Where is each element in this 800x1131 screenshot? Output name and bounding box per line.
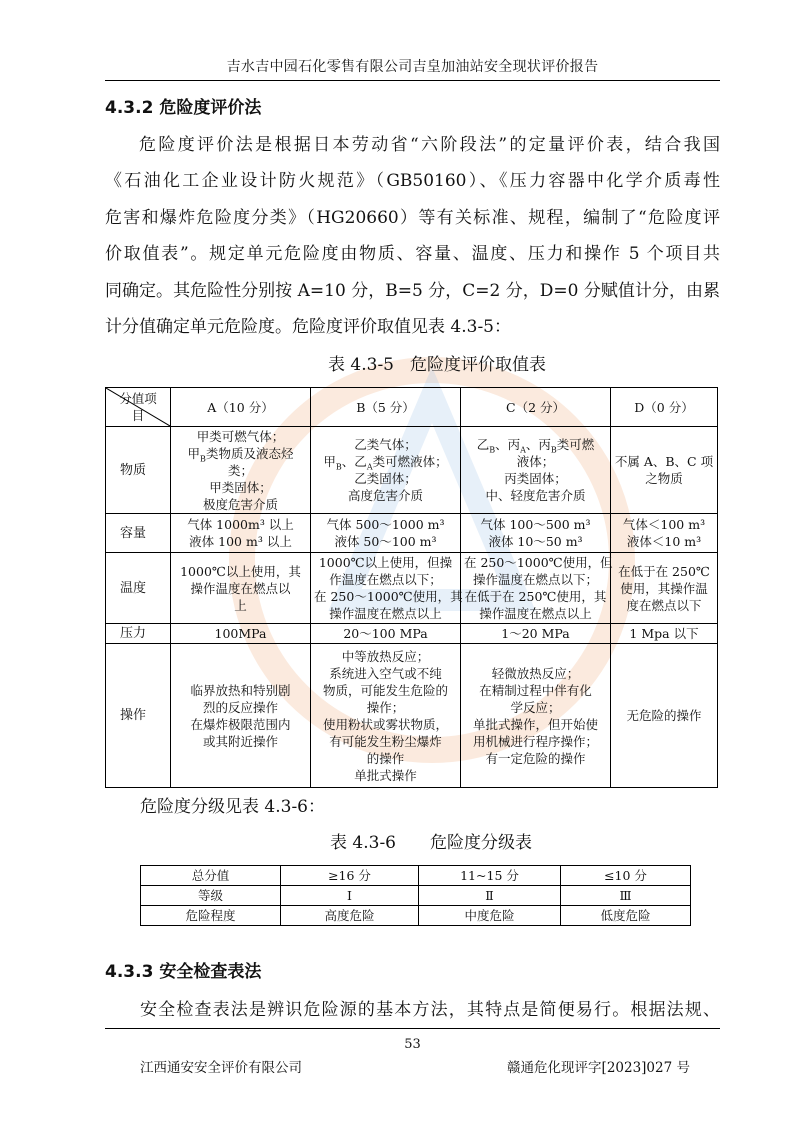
table-row bbox=[106, 624, 718, 644]
row-label: 物质 bbox=[106, 427, 171, 514]
value-cell bbox=[461, 644, 611, 788]
table-cell: 高度危险 bbox=[281, 906, 419, 926]
row-label: 容量 bbox=[106, 514, 171, 553]
column-header: A（10 分） bbox=[171, 388, 311, 427]
cell-line: 液体 50～100 m³ bbox=[334, 534, 437, 549]
cell-line: 1 Mpa 以下 bbox=[629, 626, 699, 641]
paragraph-line: 危害和爆炸危险度分类》（HG20660）等有关标准、规程，编制了“危险度评 bbox=[105, 208, 720, 228]
paragraph-line: 计分值确定单元危险度。危险度评价取值见表 4.3-5： bbox=[105, 317, 511, 337]
cell-line: 在爆炸极限范围内 bbox=[190, 716, 291, 732]
value-cell bbox=[171, 644, 311, 788]
table-cell: 危险程度 bbox=[141, 906, 281, 926]
cell-line: 甲$_B$、乙$_A$类可燃液体； bbox=[323, 454, 448, 472]
value-cell bbox=[311, 644, 461, 788]
cell-line: 在精制过程中伴有化 bbox=[479, 682, 592, 698]
cell-line: 液体 100 m³ 以上 bbox=[189, 534, 292, 549]
table-cell: 11~15 分 bbox=[419, 866, 561, 886]
paragraph-line: 《石油化工企业设计防火规范》（GB50160）、《压力容器中化学介质毒性 bbox=[105, 171, 720, 191]
cell-line: 单批式操作 bbox=[354, 767, 417, 783]
paragraph-line: 危险度评价法是根据日本劳动省“六阶段法”的定量评价表，结合我国 bbox=[139, 135, 720, 155]
table-cell: Ⅱ bbox=[419, 886, 561, 906]
cell-line: 液体 10～50 m³ bbox=[488, 534, 583, 549]
table-cell: Ⅰ bbox=[281, 886, 419, 906]
cell-line: 气体 1000m³ 以上 bbox=[187, 517, 294, 532]
table-row bbox=[141, 886, 691, 906]
cell-line: 中等放热反应； bbox=[341, 648, 430, 664]
cell-line: 不属 A、B、C 项 bbox=[614, 454, 714, 469]
cell-line: 1～20 MPa bbox=[501, 626, 570, 641]
table-title: 危险度评价取值表 bbox=[410, 355, 546, 375]
cell-line: 有一定危险的操作 bbox=[485, 750, 586, 766]
cell-line: 气体 100～500 m³ bbox=[480, 517, 591, 532]
cell-line: 轻微放热反应； bbox=[491, 665, 580, 681]
cell-line: 甲$_B$类物质及液态烃 bbox=[187, 445, 294, 463]
cell-line: 甲类固体； bbox=[209, 479, 272, 495]
value-cell bbox=[611, 427, 718, 514]
subscript: B bbox=[550, 445, 557, 455]
subscript: B bbox=[489, 445, 496, 455]
cell-line: 系统进入空气或不纯 bbox=[329, 665, 442, 681]
cell-line: 用机械进行程序操作； bbox=[472, 733, 598, 749]
cell-line: 中、轻度危害介质 bbox=[485, 488, 586, 503]
cell-line: 使用，其操作温 bbox=[620, 580, 708, 596]
cell-line: 单批式操作，但开始使 bbox=[472, 716, 598, 732]
table-cell: Ⅲ bbox=[561, 886, 691, 906]
value-cell bbox=[461, 427, 611, 514]
corner-label: 分值项 bbox=[119, 391, 157, 406]
grading-intro-text: 危险度分级见表 4.3-6： bbox=[140, 797, 325, 817]
cell-line: 丙类固体； bbox=[504, 471, 567, 486]
corner-header-cell bbox=[106, 388, 171, 427]
cell-line: 上 bbox=[234, 597, 247, 613]
cell-line: 之物质 bbox=[645, 471, 683, 486]
cell-line: 液体＜10 m³ bbox=[626, 534, 702, 549]
row-label: 压力 bbox=[106, 624, 171, 644]
subscript: A bbox=[366, 462, 373, 472]
table-header-row bbox=[106, 388, 718, 427]
cell-line: 操作； bbox=[366, 699, 405, 715]
column-header: B（5 分） bbox=[311, 388, 461, 427]
value-cell bbox=[611, 514, 718, 553]
cell-line: 操作温度在燃点以上 bbox=[329, 606, 442, 621]
table-row bbox=[106, 553, 718, 624]
diagonal-divider bbox=[106, 388, 170, 426]
cell-line: 100MPa bbox=[214, 626, 267, 641]
cell-line: 度在燃点以下 bbox=[626, 597, 702, 613]
value-cell bbox=[171, 514, 311, 553]
header-divider bbox=[105, 80, 720, 81]
table-title: 危险度分级表 bbox=[430, 833, 532, 853]
cell-line: 甲类可燃气体； bbox=[196, 428, 285, 444]
risk-scoring-table bbox=[105, 387, 718, 788]
row-label: 操作 bbox=[106, 644, 171, 788]
table-cell: 低度危险 bbox=[561, 906, 691, 926]
cell-line: 乙类气体； bbox=[354, 437, 417, 452]
column-header: D（0 分） bbox=[611, 388, 718, 427]
table-row bbox=[141, 866, 691, 886]
corner-label: 目 bbox=[131, 408, 145, 423]
subscript: A bbox=[520, 445, 526, 455]
value-cell bbox=[611, 624, 718, 644]
subscript: B bbox=[335, 462, 342, 472]
value-cell bbox=[311, 553, 461, 624]
cell-line: 20～100 MPa bbox=[343, 626, 428, 641]
value-cell bbox=[461, 624, 611, 644]
value-cell bbox=[311, 427, 461, 514]
cell-line: 的操作 bbox=[366, 750, 405, 766]
cell-line: 液体； bbox=[516, 454, 555, 469]
cell-line: 类； bbox=[227, 462, 253, 478]
cell-line: 乙类固体； bbox=[354, 471, 417, 486]
running-header: 吉水吉中园石化零售有限公司吉皇加油站安全现状评价报告 bbox=[226, 59, 599, 75]
table-cell: ≥16 分 bbox=[281, 866, 419, 886]
table-cell: 中度危险 bbox=[419, 906, 561, 926]
row-label: 温度 bbox=[106, 553, 171, 624]
subscript: B bbox=[200, 454, 206, 463]
value-cell bbox=[311, 514, 461, 553]
table-row bbox=[106, 644, 718, 788]
table-row bbox=[141, 906, 691, 926]
value-cell bbox=[171, 553, 311, 624]
table-cell: 总分值 bbox=[141, 866, 281, 886]
value-cell bbox=[461, 553, 611, 624]
table-number: 表 4.3-5 bbox=[328, 355, 394, 375]
cell-line: 1000℃以上使用，其 bbox=[180, 563, 301, 579]
paragraph-line: 价取值表”。规定单元危险度由物质、容量、温度、压力和操作 5 个项目共 bbox=[105, 244, 720, 264]
table-number: 表 4.3-6 bbox=[330, 833, 396, 853]
value-cell bbox=[611, 644, 718, 788]
cell-line: 操作温度在燃点以下； bbox=[472, 572, 598, 587]
cell-line: 在 250～1000℃使用，其 bbox=[314, 589, 463, 604]
table-caption bbox=[0, 831, 800, 855]
table-body bbox=[106, 427, 718, 788]
table-row bbox=[106, 514, 718, 553]
cell-line: 气体 500～1000 m³ bbox=[326, 517, 445, 532]
page-number: 53 bbox=[404, 1037, 421, 1052]
cell-line: 气体＜100 m³ bbox=[622, 517, 706, 532]
footer-company: 江西通安安全评价有限公司 bbox=[140, 1060, 302, 1076]
cell-line: 作温度在燃点以下； bbox=[329, 572, 442, 587]
value-cell bbox=[171, 427, 311, 514]
table-cell: 等级 bbox=[141, 886, 281, 906]
cell-line: 临界放热和特别剧 bbox=[190, 682, 291, 698]
cell-line: 操作温度在燃点以上 bbox=[479, 606, 592, 621]
cell-line: 乙$_B$、丙$_A$、丙$_B$类可燃 bbox=[476, 437, 595, 455]
cell-line: 有可能发生粉尘爆炸 bbox=[329, 733, 442, 749]
section-heading: 4.3.2 危险度评价法 bbox=[105, 98, 262, 118]
column-header: C（2 分） bbox=[461, 388, 611, 427]
cell-line: 极度危害介质 bbox=[202, 496, 278, 512]
cell-line: 使用粉状或雾状物质， bbox=[322, 716, 448, 732]
paragraph: 安全检查表法是辨识危险源的基本方法，其特点是简便易行。根据法规、 bbox=[140, 1000, 720, 1020]
cell-line: 在低于在 250℃ bbox=[618, 563, 710, 579]
table-caption bbox=[0, 353, 800, 377]
table-cell: ≤10 分 bbox=[561, 866, 691, 886]
footer-divider bbox=[105, 1028, 720, 1029]
value-cell bbox=[311, 624, 461, 644]
paragraph-line: 同确定。其危险性分别按 A=10 分，B=5 分，C=2 分，D=0 分赋值计分，由累 bbox=[105, 281, 720, 301]
cell-line: 无危险的操作 bbox=[626, 708, 702, 723]
cell-line: 操作温度在燃点以 bbox=[190, 580, 291, 596]
value-cell bbox=[461, 514, 611, 553]
cell-line: 高度危害介质 bbox=[347, 488, 423, 503]
cell-line: 学反应； bbox=[510, 699, 561, 715]
cell-line: 或其附近操作 bbox=[202, 733, 278, 749]
section-heading: 4.3.3 安全检查表法 bbox=[105, 962, 262, 982]
cell-line: 在低于在 250℃使用，其 bbox=[464, 589, 607, 604]
cell-line: 1000℃以上使用，但操 bbox=[318, 555, 453, 570]
cell-line: 烈的反应操作 bbox=[202, 699, 278, 715]
cell-line: 在 250～1000℃使用，但 bbox=[464, 555, 613, 570]
table-row bbox=[106, 427, 718, 514]
footer-document-number: 赣通危化现评字[2023]027 号 bbox=[507, 1060, 690, 1076]
value-cell bbox=[611, 553, 718, 624]
value-cell bbox=[171, 624, 311, 644]
risk-grading-table bbox=[140, 865, 691, 926]
cell-line: 物质，可能发生危险的 bbox=[322, 682, 448, 698]
